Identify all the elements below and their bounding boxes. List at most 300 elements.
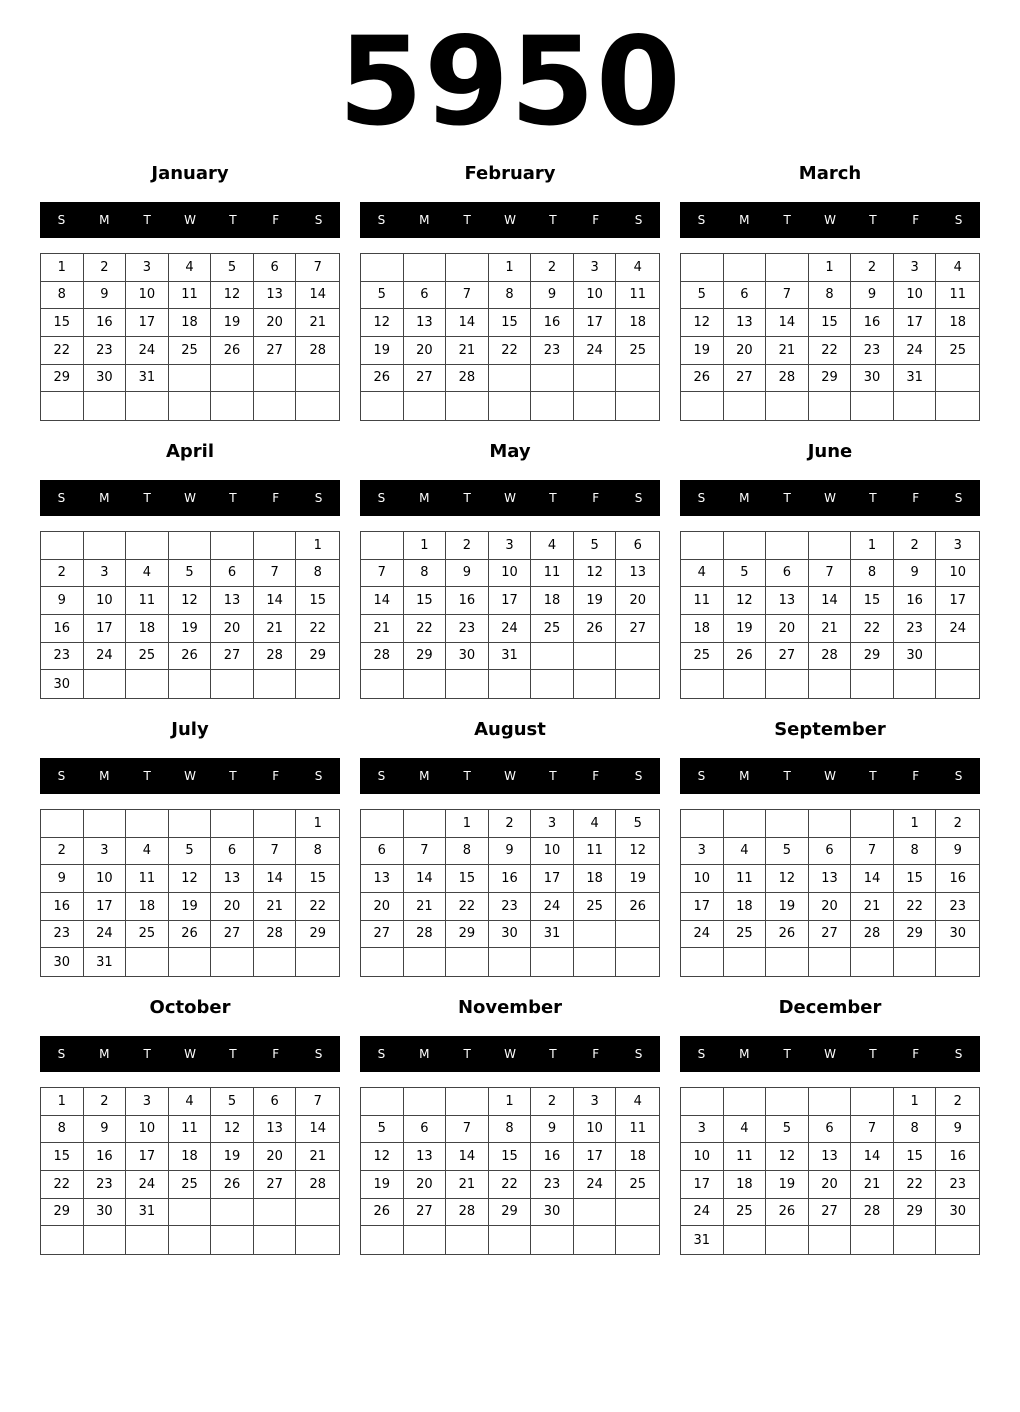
empty-day-cell [574,392,617,420]
weekday-header [680,480,980,516]
day-cell: 25 [126,921,169,949]
day-cell: 15 [296,587,339,615]
day-grid [40,531,340,699]
day-cell: 22 [489,1171,532,1199]
weekday-label: S [57,213,66,227]
day-cell: 8 [296,560,339,588]
day-cell: 26 [574,615,617,643]
day-cell: 7 [254,560,297,588]
empty-day-cell [809,532,852,560]
day-cell: 31 [126,365,169,393]
weekday-label: F [272,1047,280,1061]
day-cell: 28 [809,643,852,671]
day-cell: 13 [616,560,659,588]
empty-day-cell [361,948,404,976]
weekday-label: W [504,769,516,783]
weekday-label: S [954,213,963,227]
day-cell: 7 [809,560,852,588]
empty-day-cell [681,254,724,282]
day-cell: 7 [404,838,447,866]
day-cell: 11 [616,282,659,310]
empty-day-cell [616,643,659,671]
day-cell: 13 [361,865,404,893]
day-cell: 1 [41,1088,84,1116]
day-cell: 4 [616,1088,659,1116]
day-cell: 8 [489,1116,532,1144]
empty-day-cell [574,643,617,671]
day-cell: 6 [616,532,659,560]
day-cell: 12 [616,838,659,866]
month-title: November [457,997,563,1018]
day-cell: 18 [574,865,617,893]
day-cell: 21 [296,309,339,337]
day-cell: 28 [254,643,297,671]
day-cell: 6 [809,838,852,866]
empty-day-cell [574,1226,617,1254]
day-cell: 15 [851,587,894,615]
day-grid [680,531,980,699]
day-cell: 15 [489,309,532,337]
day-cell: 23 [446,615,489,643]
day-cell: 8 [296,838,339,866]
empty-day-cell [681,1088,724,1116]
day-cell: 19 [766,893,809,921]
year-title: 5950 [338,11,682,153]
empty-day-cell [84,1226,127,1254]
day-cell: 12 [211,1116,254,1144]
day-cell: 2 [531,254,574,282]
day-cell: 8 [41,1116,84,1144]
empty-day-cell [724,1088,767,1116]
day-cell: 27 [254,337,297,365]
day-cell: 8 [851,560,894,588]
day-cell: 16 [936,1143,979,1171]
empty-day-cell [169,365,212,393]
empty-day-cell [574,921,617,949]
day-cell: 8 [41,282,84,310]
empty-day-cell [211,392,254,420]
day-cell: 14 [296,1116,339,1144]
weekday-label: T [229,491,237,505]
day-cell: 19 [724,615,767,643]
day-cell: 29 [894,1199,937,1227]
weekday-label: T [869,491,877,505]
day-cell: 16 [531,309,574,337]
empty-day-cell [489,365,532,393]
weekday-label: S [954,1047,963,1061]
day-cell: 3 [681,838,724,866]
day-cell: 26 [211,337,254,365]
day-cell: 3 [531,810,574,838]
day-cell: 3 [84,838,127,866]
empty-day-cell [126,948,169,976]
day-cell: 15 [404,587,447,615]
empty-day-cell [574,1199,617,1227]
day-cell: 30 [84,1199,127,1227]
weekday-header [680,1036,980,1072]
day-cell: 8 [809,282,852,310]
empty-day-cell [254,1199,297,1227]
weekday-label: W [824,491,836,505]
weekday-label: T [783,1047,791,1061]
day-cell: 18 [936,309,979,337]
empty-day-cell [211,365,254,393]
day-cell: 6 [404,282,447,310]
day-cell: 6 [361,838,404,866]
empty-day-cell [126,810,169,838]
empty-day-cell [211,532,254,560]
day-cell: 30 [936,1199,979,1227]
empty-day-cell [936,365,979,393]
day-cell: 4 [574,810,617,838]
day-cell: 3 [936,532,979,560]
weekday-label: F [592,491,600,505]
empty-day-cell [724,1226,767,1254]
empty-day-cell [169,670,212,698]
day-cell: 8 [894,838,937,866]
day-cell: 4 [126,560,169,588]
day-cell: 24 [574,1171,617,1199]
empty-day-cell [489,1226,532,1254]
weekday-label: W [504,491,516,505]
day-cell: 11 [126,865,169,893]
day-cell: 24 [936,615,979,643]
day-cell: 27 [404,1199,447,1227]
day-cell: 17 [894,309,937,337]
empty-day-cell [211,1226,254,1254]
empty-day-cell [574,948,617,976]
day-cell: 7 [446,282,489,310]
empty-day-cell [84,810,127,838]
empty-day-cell [681,392,724,420]
weekday-label: T [463,1047,471,1061]
empty-day-cell [126,532,169,560]
day-cell: 26 [361,1199,404,1227]
day-cell: 22 [894,893,937,921]
day-cell: 21 [446,1171,489,1199]
day-cell: 3 [489,532,532,560]
day-cell: 10 [574,282,617,310]
day-cell: 18 [126,893,169,921]
weekday-label: T [549,491,557,505]
empty-day-cell [489,392,532,420]
day-cell: 8 [489,282,532,310]
weekday-label: S [634,1047,643,1061]
empty-day-cell [296,1226,339,1254]
day-cell: 12 [361,309,404,337]
day-cell: 6 [404,1116,447,1144]
day-cell: 12 [211,282,254,310]
day-cell: 6 [254,254,297,282]
day-cell: 19 [211,309,254,337]
weekday-label: T [869,769,877,783]
empty-day-cell [851,1226,894,1254]
day-cell: 18 [126,615,169,643]
day-cell: 7 [851,838,894,866]
day-cell: 15 [296,865,339,893]
empty-day-cell [936,670,979,698]
day-cell: 6 [211,838,254,866]
weekday-label: T [143,491,151,505]
day-cell: 20 [404,1171,447,1199]
day-grid [40,809,340,977]
day-cell: 19 [361,1171,404,1199]
day-cell: 16 [446,587,489,615]
day-cell: 29 [296,643,339,671]
day-cell: 13 [404,1143,447,1171]
weekday-label: F [912,491,920,505]
day-cell: 1 [489,254,532,282]
day-cell: 25 [126,643,169,671]
day-cell: 23 [936,1171,979,1199]
day-cell: 2 [936,1088,979,1116]
day-cell: 20 [404,337,447,365]
empty-day-cell [254,810,297,838]
day-cell: 27 [616,615,659,643]
day-cell: 22 [41,337,84,365]
weekday-label: T [143,213,151,227]
weekday-header [360,480,660,516]
weekday-label: T [549,1047,557,1061]
empty-day-cell [766,948,809,976]
day-cell: 6 [724,282,767,310]
empty-day-cell [766,532,809,560]
day-grid [680,809,980,977]
weekday-label: W [504,1047,516,1061]
day-cell: 10 [894,282,937,310]
empty-day-cell [894,392,937,420]
day-cell: 26 [169,643,212,671]
empty-day-cell [446,670,489,698]
day-cell: 27 [809,921,852,949]
weekday-label: M [739,491,750,505]
day-cell: 27 [361,921,404,949]
day-cell: 1 [296,532,339,560]
weekday-label: T [783,769,791,783]
day-cell: 10 [84,865,127,893]
empty-day-cell [616,948,659,976]
day-cell: 20 [254,309,297,337]
day-cell: 22 [851,615,894,643]
month-title: October [149,997,231,1018]
day-cell: 13 [724,309,767,337]
day-cell: 15 [489,1143,532,1171]
weekday-label: T [783,213,791,227]
day-cell: 16 [41,893,84,921]
weekday-label: W [184,213,196,227]
weekday-label: W [184,1047,196,1061]
empty-day-cell [894,1226,937,1254]
empty-day-cell [41,532,84,560]
day-cell: 2 [936,810,979,838]
weekday-label: F [272,213,280,227]
day-cell: 19 [211,1143,254,1171]
day-cell: 3 [681,1116,724,1144]
day-cell: 20 [724,337,767,365]
day-grid [40,253,340,421]
day-cell: 7 [851,1116,894,1144]
day-cell: 28 [296,1171,339,1199]
day-cell: 5 [211,1088,254,1116]
day-cell: 20 [616,587,659,615]
day-cell: 16 [936,865,979,893]
empty-day-cell [681,810,724,838]
empty-day-cell [489,948,532,976]
day-grid [680,253,980,421]
day-cell: 2 [84,1088,127,1116]
day-cell: 18 [616,1143,659,1171]
weekday-label: W [184,491,196,505]
day-cell: 26 [169,921,212,949]
day-cell: 10 [126,1116,169,1144]
empty-day-cell [361,1088,404,1116]
day-cell: 28 [361,643,404,671]
day-cell: 14 [766,309,809,337]
day-cell: 2 [531,1088,574,1116]
empty-day-cell [531,643,574,671]
day-cell: 9 [84,1116,127,1144]
empty-day-cell [936,1226,979,1254]
day-cell: 6 [809,1116,852,1144]
day-cell: 3 [574,1088,617,1116]
day-cell: 25 [616,337,659,365]
empty-day-cell [126,392,169,420]
empty-day-cell [404,1226,447,1254]
day-cell: 13 [809,865,852,893]
day-cell: 9 [489,838,532,866]
weekday-label: W [184,769,196,783]
day-cell: 11 [126,587,169,615]
day-cell: 1 [296,810,339,838]
day-cell: 13 [766,587,809,615]
day-cell: 27 [809,1199,852,1227]
day-cell: 18 [724,1171,767,1199]
empty-day-cell [616,921,659,949]
day-cell: 22 [489,337,532,365]
day-cell: 5 [361,282,404,310]
weekday-label: M [419,491,430,505]
day-cell: 4 [724,838,767,866]
day-cell: 16 [84,309,127,337]
empty-day-cell [361,1226,404,1254]
weekday-label: M [99,213,110,227]
empty-day-cell [446,948,489,976]
day-cell: 29 [446,921,489,949]
empty-day-cell [169,532,212,560]
weekday-label: S [954,491,963,505]
day-grid [680,1087,980,1255]
empty-day-cell [254,532,297,560]
day-cell: 13 [254,1116,297,1144]
day-cell: 15 [894,1143,937,1171]
day-cell: 24 [531,893,574,921]
weekday-label: S [314,769,323,783]
day-cell: 10 [531,838,574,866]
empty-day-cell [724,392,767,420]
empty-day-cell [404,392,447,420]
empty-day-cell [809,1088,852,1116]
day-cell: 1 [851,532,894,560]
empty-day-cell [41,810,84,838]
day-cell: 6 [766,560,809,588]
day-cell: 26 [361,365,404,393]
day-cell: 19 [574,587,617,615]
weekday-label: S [634,213,643,227]
weekday-label: M [419,769,430,783]
day-cell: 24 [574,337,617,365]
weekday-label: F [592,1047,600,1061]
day-cell: 10 [126,282,169,310]
day-cell: 29 [894,921,937,949]
weekday-label: S [697,491,706,505]
empty-day-cell [361,810,404,838]
day-cell: 13 [404,309,447,337]
day-cell: 17 [84,615,127,643]
day-cell: 11 [724,1143,767,1171]
month-title: June [807,441,853,462]
empty-day-cell [296,1199,339,1227]
day-cell: 5 [681,282,724,310]
day-cell: 12 [681,309,724,337]
weekday-label: W [824,769,836,783]
day-cell: 28 [296,337,339,365]
day-cell: 30 [851,365,894,393]
weekday-label: T [143,769,151,783]
day-cell: 29 [41,1199,84,1227]
month-title: March [798,163,862,184]
day-cell: 11 [169,282,212,310]
day-cell: 31 [531,921,574,949]
weekday-label: S [634,769,643,783]
day-cell: 6 [211,560,254,588]
day-cell: 17 [681,1171,724,1199]
empty-day-cell [361,392,404,420]
empty-day-cell [84,392,127,420]
empty-day-cell [169,948,212,976]
empty-day-cell [766,254,809,282]
day-cell: 27 [766,643,809,671]
day-cell: 5 [169,560,212,588]
empty-day-cell [531,670,574,698]
day-cell: 17 [126,1143,169,1171]
empty-day-cell [296,670,339,698]
empty-day-cell [616,392,659,420]
day-cell: 30 [936,921,979,949]
day-cell: 1 [41,254,84,282]
empty-day-cell [851,810,894,838]
day-cell: 11 [681,587,724,615]
day-cell: 19 [169,893,212,921]
weekday-label: S [377,491,386,505]
empty-day-cell [616,365,659,393]
empty-day-cell [531,365,574,393]
day-cell: 8 [404,560,447,588]
day-cell: 11 [616,1116,659,1144]
day-cell: 27 [254,1171,297,1199]
weekday-label: F [912,213,920,227]
day-cell: 15 [446,865,489,893]
day-cell: 23 [531,337,574,365]
empty-day-cell [724,532,767,560]
empty-day-cell [531,392,574,420]
day-cell: 22 [894,1171,937,1199]
day-cell: 7 [446,1116,489,1144]
weekday-label: T [463,213,471,227]
weekday-label: M [99,769,110,783]
day-cell: 16 [531,1143,574,1171]
day-cell: 14 [446,1143,489,1171]
empty-day-cell [809,670,852,698]
